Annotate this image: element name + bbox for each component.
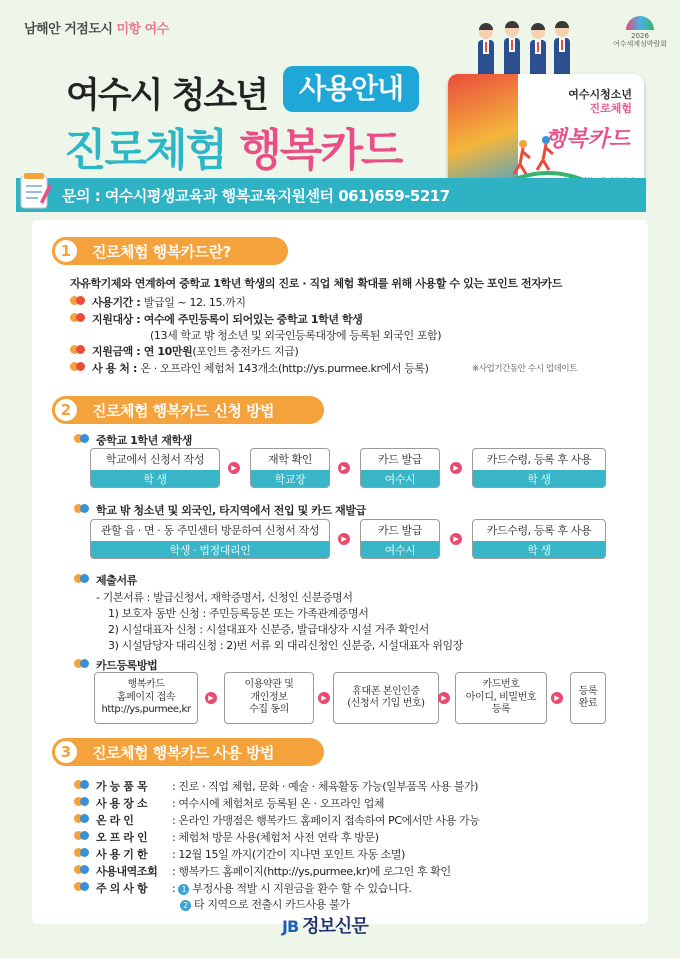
groupA-step-2 — [250, 448, 330, 488]
section1-title: 진로체험 행복카드란? — [92, 243, 231, 261]
jb-logo-mark: JB — [282, 917, 299, 936]
groupB-step-2 — [360, 519, 440, 559]
use-value: : 행복카드 홈페이지(http://ys,purmee,kr)에 로그인 후 확인 — [172, 865, 451, 878]
bullet-icon — [70, 362, 88, 371]
step-bottom: 학 생 — [473, 541, 605, 559]
use-value: : 온라인 가맹점은 행복카드 홈페이지 접속하여 PC에서만 사용 가능 — [172, 814, 480, 827]
expo-year: 2026 — [631, 32, 649, 40]
step-top: 카드 발급 — [377, 524, 422, 537]
notepad-icon — [18, 172, 52, 212]
title-line2-a: 진로체험 — [64, 125, 227, 176]
use-label: 온 라 인 — [96, 814, 134, 827]
footer-logo — [282, 912, 368, 938]
amount-label: 지원금액 : — [92, 345, 144, 358]
register-text: 등록 — [491, 704, 511, 716]
arrow-right-icon: ▶ — [338, 533, 350, 545]
step-bottom: 학 생 — [473, 470, 605, 488]
arrow-right-icon: ▶ — [338, 462, 350, 474]
expo-logo — [612, 16, 668, 49]
step-bottom: 학생 · 법정대리인 — [91, 541, 329, 559]
use-label: 사용내역조회 — [96, 865, 158, 878]
docs-line: 2) 시설대표자 신청 : 시설대표자 신분증, 발급대상자 시설 거주 확인서 — [108, 623, 429, 636]
happy-card-image — [448, 74, 644, 194]
register-text: http://ys,purmee,kr — [101, 704, 191, 716]
number-two-icon: 2 — [180, 900, 191, 911]
register-text: 이용약관 및 — [244, 679, 294, 691]
bullet-icon — [74, 865, 92, 874]
docs-line: 3) 시설담당자 대리신청 : 2)번 서류 외 대리신청인 신분증, 시설대표자 위임장 — [108, 639, 463, 652]
target-value: 여수에 주민등록이 되어있는 중학교 1학년 학생 — [143, 313, 363, 326]
period-label: 사용기간 : — [92, 296, 144, 309]
number-one-icon: 1 — [178, 884, 189, 895]
step-top: 재학 확인 — [267, 453, 312, 466]
title-line2-b: 행복카드 — [239, 125, 402, 176]
section3-header — [52, 738, 324, 766]
card-title — [568, 88, 632, 117]
register-text: (신청서 기입 번호) — [347, 698, 425, 709]
target-sub: (13세 학교 밖 청소년 및 외국인등록대장에 등록된 외국인 포함) — [150, 329, 442, 342]
register-step-2 — [224, 672, 314, 724]
step-top: 학교에서 신청서 작성 — [105, 453, 205, 466]
bullet-icon — [74, 882, 92, 891]
bullet-icon — [74, 848, 92, 857]
amount-value2: (포인트 충전카드 지급) — [192, 345, 299, 358]
card-title-a: 여수시청소년 — [568, 88, 632, 101]
period-row — [92, 294, 246, 310]
bullet-icon — [74, 814, 92, 823]
expo-name: 여수세계섬박람회 — [612, 40, 668, 49]
place-label: 사 용 처 : — [92, 362, 141, 375]
period-value: 발급일 ~ 12. 15.까지 — [143, 296, 246, 309]
target-label: 지원대상 : — [92, 313, 144, 326]
card-big-title: 행복카드 — [544, 127, 630, 152]
bullet-icon — [70, 313, 88, 322]
register-text: 개인정보 — [250, 691, 288, 703]
place-row — [92, 360, 429, 376]
step-top: 카드수령, 등록 후 사용 — [486, 524, 592, 537]
step-top: 관할 읍 · 면 · 동 주민센터 방문하여 신청서 작성 — [100, 524, 320, 537]
use-value: : 여수시에 체험처로 등록된 온 · 오프라인 업체 — [172, 797, 385, 810]
register-text: 행복카드 — [127, 679, 165, 691]
register-text: 카드번호 — [482, 679, 520, 691]
section3-number: 3 — [52, 738, 80, 766]
bullet-icon — [74, 659, 92, 668]
amount-value: 연 10만원 — [143, 345, 193, 358]
expo-logo-icon — [626, 16, 654, 30]
step-bottom: 학교장 — [251, 470, 329, 488]
step-bottom: 여수시 — [361, 541, 439, 559]
register-text: 아이디, 비밀번호 — [465, 691, 537, 703]
section3-title: 진로체험 행복카드 사용 방법 — [92, 744, 275, 762]
caution-value: 부정사용 적발 시 지원금을 환수 할 수 있습니다. — [192, 882, 412, 895]
register-step-5 — [570, 672, 606, 724]
target-row — [92, 311, 362, 327]
section1-number: 1 — [52, 237, 80, 265]
register-text: 등록 — [578, 685, 598, 697]
title-pill: 사용안내 — [283, 66, 419, 112]
caution-line2 — [180, 896, 350, 912]
slogan-part-c: 미항 여수 — [116, 22, 169, 37]
docs-line: 1) 보호자 동반 신청 : 주민등록등본 또는 가족관계증명서 — [108, 607, 369, 620]
card-title-b: 진로체험 — [589, 102, 632, 116]
use-label: 오 프 라 인 — [96, 831, 148, 844]
caution-value: 타 지역으로 전출시 카드사용 불가 — [194, 898, 350, 911]
arrow-right-icon: ▶ — [450, 462, 462, 474]
arrow-right-icon: ▶ — [551, 692, 563, 704]
use-value: : 진로 · 직업 체험, 문화 · 예술 · 체육활동 가능(일부품목 사용 불가) — [172, 780, 479, 793]
title-line2 — [64, 114, 401, 178]
docs-line: - 기본서류 : 발급신청서, 재학증명서, 신청인 신분증명서 — [96, 591, 353, 604]
contact-info: 문의 : 여수시평생교육과 행복교육지원센터 061)659-5217 — [62, 187, 450, 205]
section2-number: 2 — [52, 396, 80, 424]
use-label: 가 능 품 목 — [96, 780, 148, 793]
groupA-step-1 — [90, 448, 220, 488]
register-text: 수집 동의 — [249, 704, 289, 716]
use-label: 사 용 기 한 — [96, 848, 148, 861]
arrow-right-icon: ▶ — [450, 533, 462, 545]
bullet-icon — [74, 434, 92, 443]
groupA-title: 중학교 1학년 재학생 — [96, 434, 192, 447]
arrow-right-icon: ▶ — [205, 692, 217, 704]
groupB-step-1 — [90, 519, 330, 559]
section2-header — [52, 396, 324, 424]
bullet-icon — [74, 574, 92, 583]
use-value: : 12월 15일 까지(기간이 지나면 포인트 자동 소멸) — [172, 848, 406, 861]
bullet-icon — [70, 345, 88, 354]
groupB-step-3 — [472, 519, 606, 559]
caution-line1 — [172, 880, 411, 896]
title-line1: 여수시 청소년 — [66, 76, 268, 116]
section2-title: 진로체험 행복카드 신청 방법 — [92, 402, 275, 420]
step-bottom: 학 생 — [91, 470, 219, 488]
groupA-step-3 — [360, 448, 440, 488]
docs-title: 제출서류 — [96, 574, 137, 587]
amount-row — [92, 343, 298, 359]
register-step-3 — [333, 672, 439, 724]
groupB-title: 학교 밖 청소년 및 외국인, 타지역에서 전입 및 카드 재발급 — [96, 504, 366, 517]
arrow-right-icon: ▶ — [318, 692, 330, 704]
register-title: 카드등록방법 — [96, 659, 158, 672]
arrow-right-icon: ▶ — [228, 462, 240, 474]
slogan-part-a: 남해안 — [24, 22, 61, 37]
register-step-4 — [455, 672, 547, 724]
register-text: 홈페이지 접속 — [116, 691, 176, 703]
place-note: ※사업기간동안 수시 업데이트 — [472, 364, 578, 374]
slogan — [24, 18, 169, 37]
slogan-part-b: 거점도시 — [60, 22, 117, 37]
use-label: 사 용 장 소 — [96, 797, 148, 810]
register-step-1 — [94, 672, 198, 724]
step-bottom: 여수시 — [361, 470, 439, 488]
section1-intro: 자유학기제와 연계하여 중학교 1학년 학생의 진로 · 직업 체험 확대를 위해 사용할 수 있는 포인트 전자카드 — [70, 277, 562, 290]
register-text: 휴대폰 본인인증 — [352, 685, 420, 697]
bullet-icon — [74, 797, 92, 806]
groupA-step-4 — [472, 448, 606, 488]
caution-prefix: : — [172, 882, 179, 895]
step-top: 카드 발급 — [377, 453, 422, 466]
bullet-icon — [74, 831, 92, 840]
bullet-icon — [74, 504, 92, 513]
students-illustration-icon — [468, 20, 578, 80]
bullet-icon — [70, 296, 88, 305]
use-label: 주 의 사 항 — [96, 882, 148, 895]
bullet-icon — [74, 780, 92, 789]
step-top: 카드수령, 등록 후 사용 — [486, 453, 592, 466]
footer-name: 정보신문 — [302, 916, 368, 937]
arrow-right-icon: ▶ — [438, 692, 450, 704]
section1-header — [52, 237, 288, 265]
use-value: : 체험처 방문 사용(체험처 사전 연락 후 방문) — [172, 831, 379, 844]
register-text: 완료 — [578, 698, 598, 709]
place-value: 온 · 오프라인 체험처 143개소(http://ys.purmee.kr에서 등록) — [140, 362, 429, 375]
